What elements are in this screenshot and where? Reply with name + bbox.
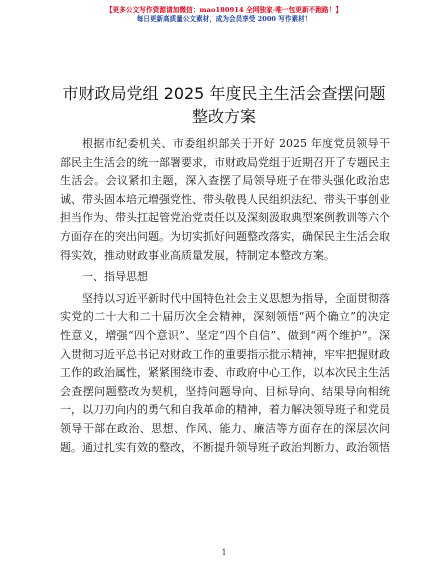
header-banner	[0, 6, 448, 24]
section-heading-guiding-thought: 一、指导思想	[82, 270, 148, 284]
document-body	[60, 135, 390, 460]
guiding-thought-paragraph: 坚持以习近平新时代中国特色社会主义思想为指导，全面贯彻落实党的二十大和二十届历次全会精神，深刻领悟“两个确立”的决定性意义，增强“四个意识”、坚定“四个自信”、做到“两个维护”。深入贯彻习近平总书记对财政工作的重要指示批示精神，牢牢把握财政工作的政治属性，紧紧围绕市委、市政府中心工作，以本次民主生活会查摆问题整改为契机，坚持问题导向、目标导向、结果导向相统一，以刀刃向内的勇气和自我革命的精神，着力解决领导班子和党员领导干部在政治、思想、作风、能力、廉洁等方面存在的深层次问题。通过扎实有效的整改，不断提升领导班子政治判断力、政治领悟	[60, 291, 390, 454]
page-number: 1	[221, 548, 227, 557]
banner-promo-line: 【更多公文写作资源请加微信：mao180914 全网独家·唯一包更新不跑路！】	[105, 6, 343, 14]
document-title: 市财政局党组 2025 年度民主生活会查摆问题整改方案	[62, 84, 386, 126]
banner-membership-line: 每日更新高质量公文素材，成为会员享受 2000 写作素材！	[136, 15, 312, 23]
intro-paragraph: 根据市纪委机关、市委组织部关于开好 2025 年度党员领导干部民主生活会的统一部署要求，市财政局党组于近期召开了专题民主生活会。会议紧扣主题，深入查摆了局领导班子在带头强化政治忠诚、带头固本培元增强党性、带头敬畏人民组织法纪、带头干事创业担当作为、带头扛起管党治党责任以及深刻汲取典型案例教训等六个方面存在的突出问题。为切实抓好问题整改落实，确保民主生活会取得实效，推动财政事业高质量发展，特制定本整改方案。	[60, 137, 390, 262]
